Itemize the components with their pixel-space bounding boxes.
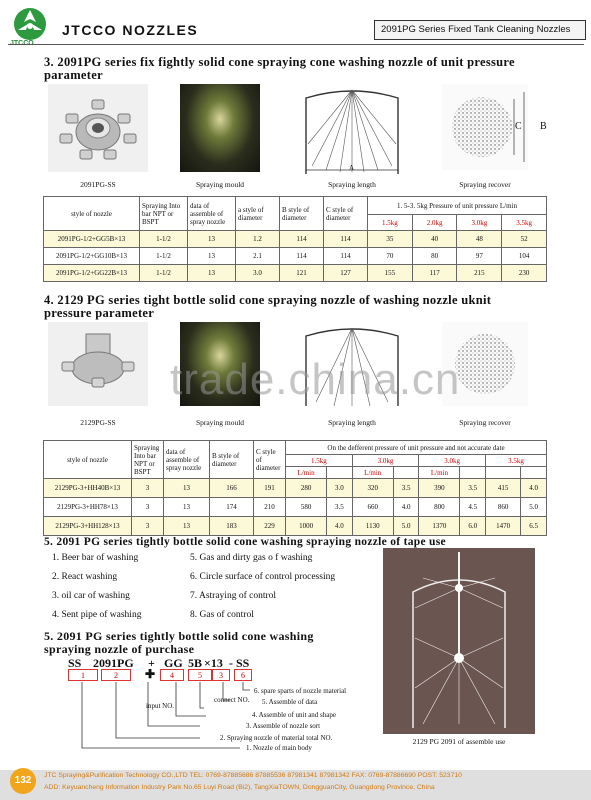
code-box: 1: [68, 669, 98, 681]
th2-p3: 3.0kg: [419, 455, 486, 467]
table-cell: 3.0: [236, 265, 280, 282]
table-cell: 1.2: [236, 231, 280, 248]
code-part: -: [229, 656, 233, 670]
code-box: 6: [234, 669, 252, 681]
th2-b-diameter: B style of diameter: [210, 441, 254, 479]
caption-recover-2: Spraying recover: [459, 418, 511, 427]
th2-style: style of nozzle: [44, 441, 132, 479]
th2-p1: 1.5kg: [286, 455, 353, 467]
table-cell: 2129PG-3+HH78×13: [44, 498, 132, 517]
table-cell: 580: [286, 498, 327, 517]
table-cell: 2129PG-3+HH128×13: [44, 517, 132, 536]
caption-nozzle-2: 2129PG-SS: [80, 418, 116, 427]
plus-sign: ✚: [145, 667, 156, 681]
spec-table-2129pg: [43, 440, 547, 536]
section4-title-line2: pressure parameter: [44, 306, 155, 320]
uses-list-right: [190, 549, 335, 625]
table-cell: 1000: [286, 517, 327, 536]
th-pressure: 1. 5-3. 5kg Pressure of unit pressure L/min: [368, 197, 547, 215]
table-cell: 183: [210, 517, 254, 536]
table-cell: 3: [132, 517, 164, 536]
caption-mould-2: Spraying mould: [195, 418, 245, 427]
uses-list-left: [52, 549, 141, 625]
table-cell: 660: [352, 498, 393, 517]
table-cell: 13: [164, 498, 210, 517]
table-cell: 5.0: [521, 498, 547, 517]
annotation: 6. spare sparts of nozzle material: [254, 687, 347, 695]
table-cell: 121: [280, 265, 324, 282]
th2-p2: 3.0kg: [352, 455, 419, 467]
table-cell: 229: [254, 517, 286, 536]
annotation: 3. Assemble of nozzle sort: [246, 722, 321, 730]
caption-length-2: Spraying length: [328, 418, 376, 427]
table-cell: 127: [324, 265, 368, 282]
code-part: 2091PG: [93, 656, 134, 670]
table-cell: 230: [502, 265, 547, 282]
list-item: 1. Beer bar of washing: [52, 553, 139, 563]
table-cell: 2091PG-1/2+GG22B×13: [44, 265, 140, 282]
table-cell: 2129PG-3+HH40B×13: [44, 479, 132, 498]
table-cell: 13: [188, 265, 236, 282]
table-cell: 210: [254, 498, 286, 517]
table-cell: 1-1/2: [140, 265, 188, 282]
brand-title: JTCCO NOZZLES: [62, 22, 199, 38]
th2-unit: L/min: [352, 467, 393, 479]
th-p3: 3.0kg: [457, 215, 502, 231]
th-b-diameter: B style of diameter: [280, 197, 324, 231]
footer-address: ADD: Keyuancheng Information Industry Park No.65 Luyi Road (Bi2), TangXiaTOWN, DongguanCity, Guangdong Province, China: [44, 784, 435, 791]
table-row: [44, 479, 547, 498]
table-cell: 13: [188, 248, 236, 265]
caption-mould: Spraying mould: [195, 180, 245, 189]
table-cell: 13: [188, 231, 236, 248]
nozzle-photo-2091pg: [48, 84, 148, 172]
series-tag: 2091PG Series Fixed Tank Cleaning Nozzles: [374, 20, 586, 40]
table-row: [44, 265, 547, 282]
table-cell: 4.0: [327, 517, 353, 536]
th2-pressure: On the defferent pressure of unit pressure and not accurate date: [286, 441, 547, 455]
code-box: 4: [160, 669, 184, 681]
th2-unit: [521, 467, 547, 479]
nozzle-photo-2129pg: [48, 322, 148, 406]
dim-label-b: B: [540, 121, 547, 132]
spraying-mould-photo: [180, 84, 260, 172]
th2-unit: [327, 467, 353, 479]
table-cell: 415: [486, 479, 521, 498]
caption-length: Spraying length: [328, 180, 376, 189]
annotation: 4. Assemble of unit and shape: [252, 711, 336, 719]
table-cell: 2091PG-1/2+GG5B×13: [44, 231, 140, 248]
table-cell: 166: [210, 479, 254, 498]
th-style: style of nozzle: [44, 197, 140, 231]
list-item: 8. Gas of control: [190, 610, 254, 620]
section5a-title: 5. 2091 PG series tightly bottle solid cone washing spraying nozzle of tape use: [44, 536, 446, 548]
th2-unit: L/min: [419, 467, 460, 479]
annotation: 1. Nozzle of main body: [246, 744, 312, 752]
table-cell: 6.0: [460, 517, 486, 536]
table-cell: 80: [412, 248, 457, 265]
annotation: 2. Spraying nozzle of material total NO.: [220, 734, 333, 742]
th-p2: 2.0kg: [412, 215, 457, 231]
section5b-title-line1: 5. 2091 PG series tightly bottle solid cone washing: [44, 629, 314, 643]
table-cell: 4.5: [460, 498, 486, 517]
code-part: 5B: [188, 656, 203, 670]
watermark: trade.china.cn: [170, 355, 461, 404]
code-box: 3: [212, 669, 230, 681]
th-p4: 3.5kg: [502, 215, 547, 231]
th-p1: 1.5kg: [368, 215, 413, 231]
th2-c-diameter: C style of diameter: [254, 441, 286, 479]
list-item: 4. Sent pipe of washing: [52, 610, 142, 620]
table-cell: 4.0: [521, 479, 547, 498]
table-cell: 3: [132, 498, 164, 517]
table-row: [44, 248, 547, 265]
table-cell: 390: [419, 479, 460, 498]
annotation: connect NO.: [214, 696, 250, 704]
dim-label-a: A: [349, 164, 355, 172]
figure-caption: 2129 PG 2091 of assemble use: [412, 737, 506, 746]
table-cell: 6.5: [521, 517, 547, 536]
table-cell: 155: [368, 265, 413, 282]
assembly-use-photo: [383, 548, 535, 734]
table-cell: 3.5: [393, 479, 419, 498]
table-cell: 1370: [419, 517, 460, 536]
th2-unit: L/min: [286, 467, 327, 479]
code-part: ×13: [204, 656, 223, 670]
section4-title-line1: 4. 2129 PG series tight bottle solid cone spraying nozzle of washing nozzle uknit: [44, 293, 492, 307]
table-cell: 40: [412, 231, 457, 248]
table-cell: 114: [280, 231, 324, 248]
th2-assemble: data of assemble of spray nozzle: [164, 441, 210, 479]
table-cell: 280: [286, 479, 327, 498]
table-cell: 114: [280, 248, 324, 265]
table-cell: 2091PG-1/2+GG10B×13: [44, 248, 140, 265]
table-cell: 191: [254, 479, 286, 498]
table-cell: 3: [132, 479, 164, 498]
table-cell: 117: [412, 265, 457, 282]
list-item: 2. React washing: [52, 572, 118, 582]
section5b-title-line2: spraying nozzle of purchase: [44, 642, 195, 656]
th2-p4: 3.5kg: [486, 455, 547, 467]
section3-title-line2: parameter: [44, 68, 103, 82]
code-part: SS: [236, 656, 250, 670]
spraying-length-diagram: [302, 84, 402, 176]
table-cell: 114: [324, 231, 368, 248]
annotation: input NO.: [146, 702, 174, 710]
table-cell: 5.0: [393, 517, 419, 536]
table-cell: 48: [457, 231, 502, 248]
table-cell: 800: [419, 498, 460, 517]
th-spraying: Spraying Into bar NPT or BSPT: [140, 197, 188, 231]
footer-contact: JTC Spraying&Purification Technology CO.,LTD TEL: 0769-87885686 87885536 87981341 87981342 FAX: 0769-87886690 POST: 523710: [44, 772, 462, 779]
list-item: 3. oil car of washing: [52, 591, 130, 601]
th-a-diameter: a style of diameter: [236, 197, 280, 231]
table-cell: 3.0: [327, 479, 353, 498]
table-cell: 1-1/2: [140, 248, 188, 265]
table-cell: 3.5: [460, 479, 486, 498]
dim-label-c: C: [515, 121, 522, 132]
code-box: 5: [188, 669, 212, 681]
table-row: [44, 517, 547, 536]
th-assemble: data of assemble of spray nozzle: [188, 197, 236, 231]
table-cell: 3.5: [327, 498, 353, 517]
table-cell: 320: [352, 479, 393, 498]
header-divider: [8, 44, 584, 45]
list-item: 5. Gas and dirty gas o f washing: [190, 553, 313, 563]
code-part: SS: [68, 656, 82, 670]
table-row: [44, 231, 547, 248]
list-item: 7. Astraying of control: [190, 591, 277, 601]
th2-spraying: Spraying Into bar NPT or BSPT: [132, 441, 164, 479]
table-cell: 52: [502, 231, 547, 248]
table-cell: 4.0: [393, 498, 419, 517]
list-item: 6. Circle surface of control processing: [190, 572, 336, 582]
table-cell: 1470: [486, 517, 521, 536]
table-cell: 114: [324, 248, 368, 265]
table-cell: 104: [502, 248, 547, 265]
table-row: [44, 498, 547, 517]
th2-unit: [486, 467, 521, 479]
th2-unit: [460, 467, 486, 479]
code-part: GG: [164, 656, 183, 670]
table-cell: 97: [457, 248, 502, 265]
table-cell: 1130: [352, 517, 393, 536]
table-cell: 13: [164, 517, 210, 536]
spec-table-2091pg: [43, 196, 547, 282]
th2-unit: [393, 467, 419, 479]
annotation: 5. Assemble of data: [262, 698, 318, 706]
table-cell: 70: [368, 248, 413, 265]
th-c-diameter: C style of diameter: [324, 197, 368, 231]
code-part: +: [148, 656, 155, 670]
code-box: 2: [101, 669, 131, 681]
table-cell: 35: [368, 231, 413, 248]
table-cell: 860: [486, 498, 521, 517]
caption-nozzle: 2091PG-SS: [80, 180, 116, 189]
table-cell: 1-1/2: [140, 231, 188, 248]
table-cell: 13: [164, 479, 210, 498]
table-cell: 174: [210, 498, 254, 517]
page-number: 132: [10, 768, 36, 794]
table-cell: 2.1: [236, 248, 280, 265]
table-cell: 215: [457, 265, 502, 282]
caption-recover: Spraying recover: [459, 180, 511, 189]
section3-title-line1: 3. 2091PG series fix fightly solid cone spraying cone washing nozzle of unit pressure: [44, 55, 515, 69]
